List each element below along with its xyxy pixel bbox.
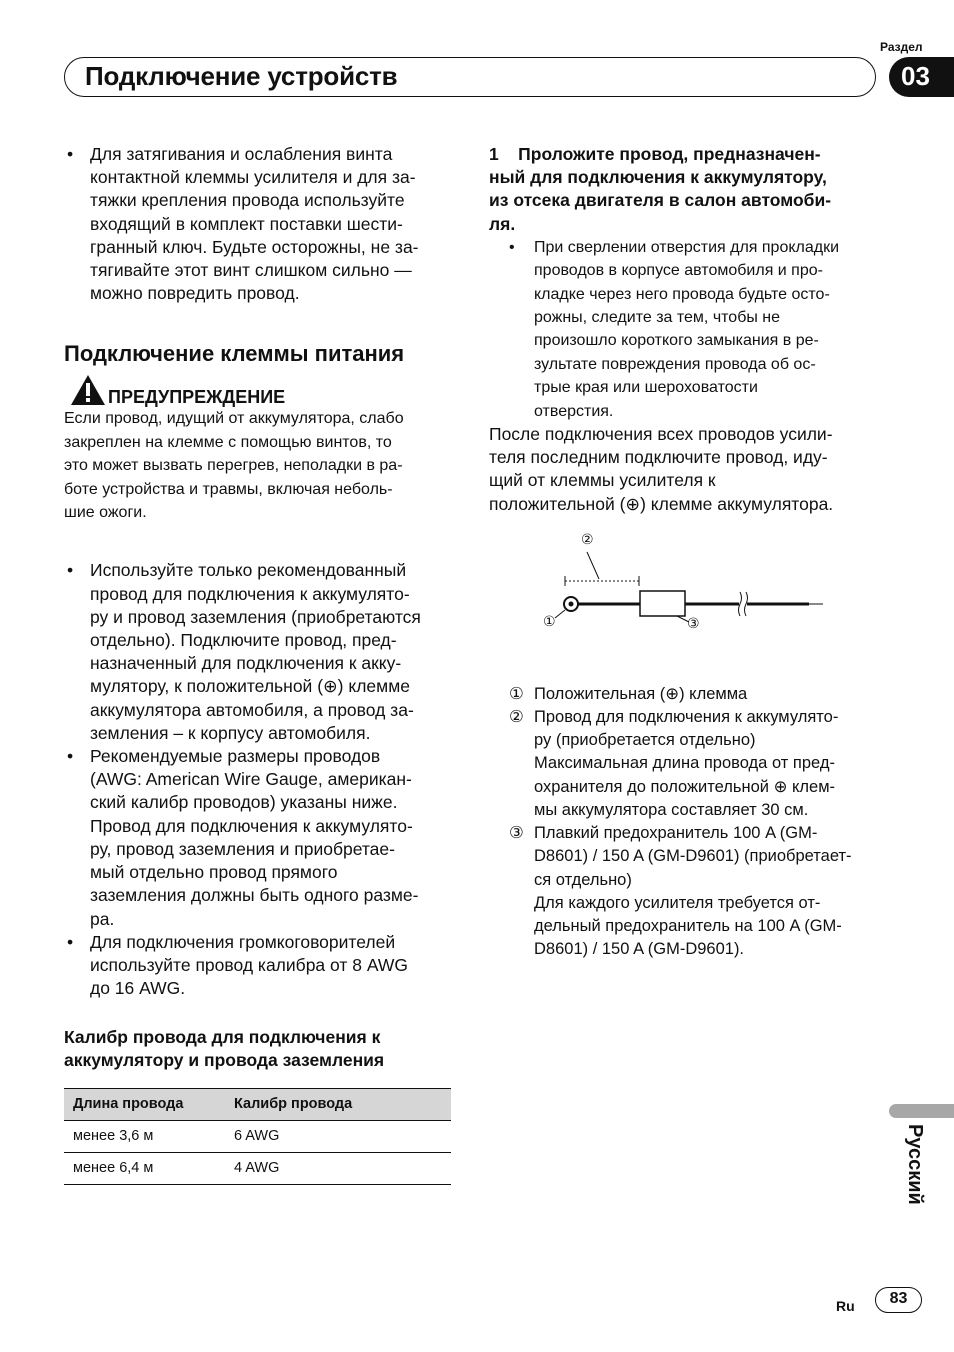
text-line: шие ожоги. — [64, 504, 147, 522]
bullet-dot: • — [509, 238, 515, 256]
intro-bullet — [64, 143, 459, 305]
text-line: отдельно). Подключите провод, пред- — [90, 630, 397, 651]
page-number: 83 — [875, 1287, 922, 1313]
bullet-dot: • — [67, 746, 74, 767]
table-header-row — [64, 1089, 451, 1121]
step-instruction — [489, 143, 889, 236]
legend-item — [489, 822, 889, 961]
text-line: щий от клеммы усилителя к — [489, 470, 716, 491]
text-line: ля. — [489, 213, 516, 234]
table-row — [64, 1121, 451, 1153]
warning-text — [64, 407, 459, 524]
text-line: Положительная (⊕) клемма — [534, 684, 748, 703]
text-line: мы аккумулятора составляет 30 см. — [534, 800, 809, 819]
text-line: Для каждого усилителя требуется от- — [534, 893, 821, 912]
wiring-diagram-svg — [539, 536, 879, 686]
text-line: до 16 AWG. — [90, 978, 186, 999]
text-line: можно повредить провод. — [90, 283, 300, 304]
text-line: дельный предохранитель на 100 A (GM- — [534, 916, 842, 935]
text-line: контактной клеммы усилителя и для за- — [90, 167, 416, 188]
text-line: входящий в комплект поставки шести- — [90, 213, 403, 234]
text-line: закреплен на клемме с помощью винтов, то — [64, 433, 392, 451]
legend-item — [489, 683, 889, 706]
text-line: Плавкий предохранитель 100 A (GM- — [534, 824, 818, 843]
text-line: Используйте только рекомендованный — [90, 560, 407, 581]
column-header: Длина провода — [64, 1089, 225, 1121]
language-label: Русский — [904, 1124, 926, 1205]
table-heading — [64, 1026, 459, 1072]
text-line: ся отдельно) — [534, 870, 632, 889]
text-line: теля последним подключите провод, иду- — [489, 447, 828, 468]
text-line: назначенный для подключения к акку- — [90, 653, 402, 674]
text-line: трые края или шероховатости — [534, 379, 758, 397]
text-line: охранителя до положительной ⊕ клем- — [534, 777, 836, 796]
right-column — [489, 143, 889, 961]
text-line: из отсека двигателя в салон автомоби- — [489, 190, 832, 211]
text-line: используйте провод калибра от 8 AWG — [90, 954, 408, 975]
diagram-legend — [489, 683, 889, 961]
after-connection-text — [489, 423, 889, 516]
wiring-diagram — [489, 530, 889, 686]
section-number: 03 — [901, 61, 930, 91]
column-header: Калибр провода — [225, 1089, 451, 1121]
text-line: кладке через него провода будьте осто- — [534, 285, 830, 303]
text-line: мый отдельно провод прямого — [90, 862, 338, 883]
text-line: Для подключения громкоговорителей — [90, 931, 396, 952]
text-line: земления – к корпусу автомобиля. — [90, 722, 371, 743]
text-line: мулятору, к положительной (⊕) клемме — [90, 676, 410, 697]
table-row — [64, 1153, 451, 1185]
left-column — [64, 143, 459, 1185]
warning-icon — [70, 374, 106, 406]
text-line: После подключения всех проводов усили- — [489, 424, 833, 445]
text-line: положительной (⊕) клемме аккумулятора. — [489, 493, 834, 514]
table-cell: менее 3,6 м — [64, 1121, 225, 1153]
bullet-dot: • — [67, 144, 74, 164]
language-code: Ru — [836, 1298, 855, 1314]
diagram-label-2: ② — [581, 530, 594, 547]
text-line: Если провод, идущий от аккумулятора, слабо — [64, 410, 404, 428]
text-line: боте устройства и травмы, включая неболь- — [64, 480, 393, 498]
text-line: Рекомендуемые размеры проводов — [90, 746, 381, 767]
text-line: тяжки крепления провода используйте — [90, 190, 405, 211]
section-number-tab — [889, 57, 954, 97]
text-line: гранный ключ. Будьте осторожны, не за- — [90, 236, 419, 257]
table-cell: 4 AWG — [225, 1153, 451, 1185]
diagram-label-1: ① — [543, 612, 556, 629]
legend-number: ② — [509, 708, 524, 727]
text-line: аккумулятора автомобиля, а провод за- — [90, 699, 414, 720]
text-line: Провод для подключения к аккумулято- — [90, 815, 413, 836]
list-item — [64, 931, 459, 1001]
text-line: D8601) / 150 A (GM-D9601) (приобретает- — [534, 847, 852, 866]
text-line: Калибр провода для подключения к — [64, 1027, 381, 1048]
text-line: D8601) / 150 A (GM-D9601). — [534, 940, 745, 959]
text-line: ру и провод заземления (приобретаются — [90, 606, 421, 627]
list-item — [64, 559, 459, 745]
text-line: ный для подключения к аккумулятору, — [489, 167, 827, 188]
section-label: Раздел — [880, 40, 923, 54]
table-cell: менее 6,4 м — [64, 1153, 225, 1185]
diagram-label-3: ③ — [687, 614, 700, 631]
step-note — [489, 236, 889, 423]
text-line: зультате повреждения провода об ос- — [534, 355, 816, 373]
text-line: Максимальная длина провода от пред- — [534, 754, 835, 773]
legend-number: ① — [509, 684, 524, 703]
text-line: рожны, следите за тем, чтобы не — [534, 309, 781, 327]
text-line: ра. — [90, 908, 115, 929]
text-line: Для затягивания и ослабления винта — [90, 144, 393, 164]
text-line: 1 Проложите провод, предназначен- — [489, 144, 821, 164]
text-line: (AWG: American Wire Gauge, американ- — [90, 769, 412, 790]
text-line: аккумулятору и провода заземления — [64, 1050, 385, 1071]
text-line: ру (приобретается отдельно) — [534, 731, 756, 750]
text-line: заземления должны быть одного разме- — [90, 885, 419, 906]
wire-gauge-table — [64, 1088, 451, 1185]
table-cell: 6 AWG — [225, 1121, 451, 1153]
text-line: произошло короткого замыкания в ре- — [534, 332, 819, 350]
bullet-dot: • — [67, 560, 74, 581]
list-item — [64, 745, 459, 931]
text-line: провод для подключения к аккумулято- — [90, 583, 410, 604]
language-tab — [889, 1104, 954, 1118]
text-line: отверстия. — [534, 402, 614, 420]
bullet-dot: • — [67, 931, 74, 952]
text-line: Провод для подключения к аккумулято- — [534, 708, 839, 727]
legend-number: ③ — [509, 824, 524, 843]
page-title-frame — [64, 57, 876, 97]
warning-header — [64, 374, 459, 408]
text-line: При сверлении отверстия для прокладки — [534, 238, 840, 256]
text-line: это может вызвать перегрев, неполадки в ра- — [64, 457, 403, 475]
text-line: тягивайте этот винт слишком сильно — — [90, 260, 412, 281]
text-line: ру, провод заземления и приобретае- — [90, 838, 395, 859]
warning-title: ПРЕДУПРЕЖДЕНИЕ — [108, 387, 286, 408]
page-title: Подключение устройств — [85, 61, 398, 91]
text-line: ский калибр проводов) указаны ниже. — [90, 792, 398, 813]
text-line: проводов в корпусе автомобиля и про- — [534, 262, 823, 280]
section-heading: Подключение клеммы питания — [64, 341, 405, 367]
legend-item — [489, 706, 889, 822]
